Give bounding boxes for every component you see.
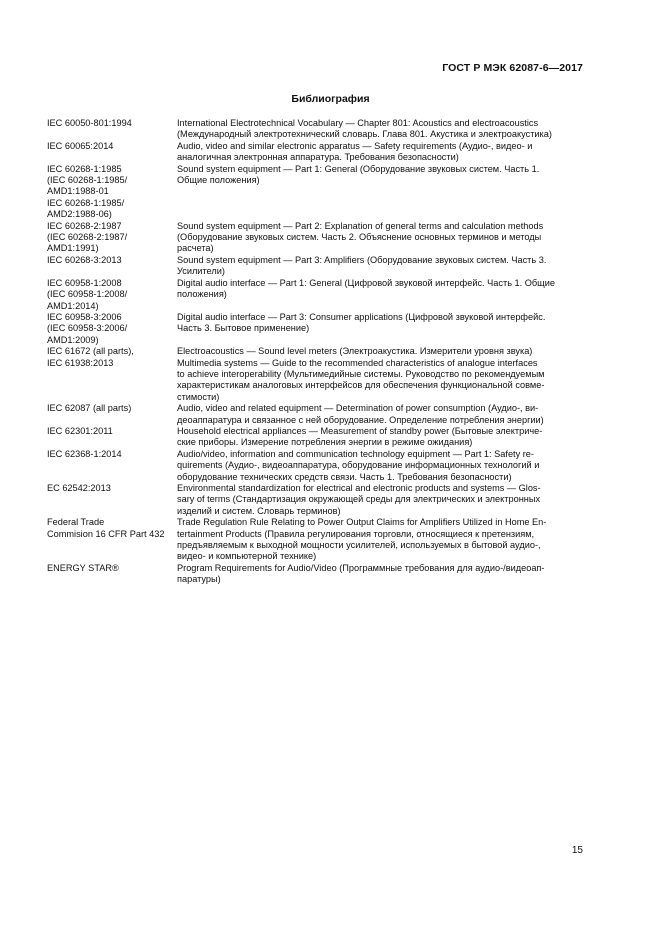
- reference-line: IEC 60065:2014: [47, 140, 114, 151]
- description-line: видео- и компьютерной технике): [177, 551, 317, 562]
- description-line: Digital audio interface — Part 3: Consumer applications (Цифровой звуковой интерфейс.: [177, 311, 546, 322]
- description-line: to achieve interoperability (Мультимедийные системы. Руководство по рекомендуемым: [177, 368, 545, 379]
- entry-reference: [47, 483, 177, 517]
- entry-description: [177, 141, 585, 164]
- description-line: изделий и систем. Словарь терминов): [177, 505, 341, 516]
- description-line: Часть 3. Бытовое применение): [177, 323, 310, 334]
- reference-line: IEC 61938:2013: [47, 357, 114, 368]
- entry-reference: [47, 141, 177, 164]
- description-line: Audio/video, information and communication technology equipment — Part 1: Safety re-: [177, 448, 534, 459]
- entry-reference: [47, 517, 177, 563]
- entry-reference: [47, 403, 177, 426]
- bibliography-entry: [47, 358, 585, 404]
- entry-reference: [47, 426, 177, 449]
- description-line: Общие положения): [177, 175, 260, 186]
- bibliography-entry: [47, 426, 585, 449]
- description-line: деоаппаратура и связанное с ней оборудование. Определение потребления энергии): [177, 414, 544, 425]
- reference-line: IEC 60958-3:2006: [47, 311, 122, 322]
- description-line: ские приборы. Измерение потребления энергии в режиме ожидания): [177, 437, 473, 448]
- description-line: quirements (Аудио-, видеоаппаратура, оборудование информационных технологий и: [177, 460, 540, 471]
- bibliography-entry: [47, 403, 585, 426]
- bibliography-list: [47, 118, 585, 586]
- entry-reference: [47, 278, 177, 312]
- description-line: расчета): [177, 243, 214, 254]
- description-line: Audio, video and similar electronic apparatus — Safety requirements (Аудио-, видео- и: [177, 140, 533, 151]
- entry-description: [177, 426, 585, 449]
- description-line: Усилители): [177, 266, 225, 277]
- description-line: аналогичная электронная аппаратура. Требования безопасности): [177, 152, 459, 163]
- description-line: паратуры): [177, 574, 221, 585]
- entry-description: [177, 449, 585, 483]
- reference-line: (IEC 60268-2:1987/: [47, 232, 128, 243]
- reference-line: ENERGY STAR®: [47, 562, 119, 573]
- reference-line: AMD1:2014): [47, 300, 99, 311]
- description-line: предъявляемым к выходной мощности усилителей, используемых в бытовой аудио-,: [177, 540, 541, 551]
- description-line: Household electrical appliances — Measurement of standby power (Бытовые электриче-: [177, 425, 543, 436]
- description-line: Program Requirements for Audio/Video (Программные требования для аудио-/видеоап-: [177, 562, 545, 573]
- bibliography-entry: [47, 164, 585, 221]
- reference-line: IEC 60268-2:1987: [47, 220, 122, 231]
- bibliography-entry: [47, 118, 585, 141]
- entry-description: [177, 358, 585, 404]
- bibliography-entry: [47, 141, 585, 164]
- reference-line: IEC 60268-3:2013: [47, 254, 122, 265]
- entry-description: [177, 403, 585, 426]
- bibliography-entry: [47, 563, 585, 586]
- reference-line: IEC 60268-1:1985: [47, 163, 122, 174]
- entry-description: [177, 346, 585, 357]
- reference-line: IEC 62301:2011: [47, 425, 113, 436]
- page-number: 15: [571, 845, 583, 856]
- description-line: оборудование технических средств связи. Часть 1. Требования безопасности): [177, 471, 512, 482]
- reference-line: AMD1:1991): [47, 243, 99, 254]
- entry-description: [177, 312, 585, 346]
- entry-description: [177, 563, 585, 586]
- description-line: Digital audio interface — Part 1: General (Цифровой звуковой интерфейс. Часть 1. Общие: [177, 277, 555, 288]
- entry-reference: [47, 164, 177, 221]
- reference-line: AMD1:1988-01: [47, 186, 109, 197]
- entry-reference: [47, 255, 177, 278]
- entry-description: [177, 517, 585, 563]
- description-line: характеристикам аналоговых интерфейсов для обеспечения функциональной совме-: [177, 380, 545, 391]
- entry-description: [177, 221, 585, 255]
- entry-description: [177, 118, 585, 141]
- description-line: (Международный электротехнический словарь. Глава 801. Акустика и электроакустика): [177, 129, 552, 140]
- entry-reference: [47, 563, 177, 586]
- bibliography-entry: [47, 346, 585, 357]
- entry-description: [177, 255, 585, 278]
- bibliography-title: Библиография: [291, 93, 370, 105]
- description-line: tertainment Products (Правила регулирования торговли, относящиеся к претензиям,: [177, 528, 535, 539]
- description-line: Trade Regulation Rule Relating to Power Output Claims for Amplifiers Utilized in Home En-: [177, 517, 547, 528]
- reference-line: IEC 60958-1:2008: [47, 277, 122, 288]
- reference-line: EC 62542:2013: [47, 483, 111, 493]
- description-line: стимости): [177, 391, 220, 402]
- description-line: Sound system equipment — Part 3: Amplifiers (Оборудование звуковых систем. Часть 3.: [177, 254, 547, 265]
- entry-description: [177, 164, 585, 221]
- standard-header: ГОСТ Р МЭК 62087-6—2017: [442, 62, 583, 74]
- reference-line: IEC 62368-1:2014: [47, 448, 122, 459]
- entry-description: [177, 278, 585, 312]
- reference-line: Federal Trade: [47, 517, 105, 528]
- description-line: Electroacoustics — Sound level meters (Электроакустика. Измерители уровня звука): [177, 346, 533, 357]
- entry-reference: [47, 312, 177, 346]
- entry-reference: [47, 449, 177, 483]
- bibliography-entry: [47, 312, 585, 346]
- bibliography-entry: [47, 483, 585, 517]
- entry-reference: [47, 221, 177, 255]
- description-line: (Оборудование звуковых систем. Часть 2. Объяснение основных терминов и методы: [177, 232, 542, 243]
- description-line: Multimedia systems — Guide to the recommended characteristics of analogue interfaces: [177, 357, 538, 368]
- bibliography-entry: [47, 449, 585, 483]
- description-line: Audio, video and related equipment — Determination of power consumption (Аудио-, ви-: [177, 403, 539, 414]
- description-line: Sound system equipment — Part 2: Explanation of general terms and calculation methods: [177, 220, 544, 231]
- reference-line: Commision 16 CFR Part 432: [47, 528, 165, 539]
- description-line: Sound system equipment — Part 1: General (Оборудование звуковых систем. Часть 1.: [177, 163, 540, 174]
- description-line: International Electrotechnical Vocabulary — Chapter 801: Acoustics and electroacoustics: [177, 118, 539, 128]
- reference-line: IEC 60050-801:1994: [47, 118, 132, 128]
- reference-line: (IEC 60958-1:2008/: [47, 289, 128, 300]
- bibliography-entry: [47, 255, 585, 278]
- reference-line: AMD2:1988-06): [47, 209, 112, 220]
- reference-line: IEC 61672 (all parts),: [47, 346, 134, 357]
- bibliography-entry: [47, 278, 585, 312]
- bibliography-entry: [47, 221, 585, 255]
- bibliography-entry: [47, 517, 585, 563]
- entry-reference: [47, 346, 177, 357]
- reference-line: (IEC 60268-1:1985/: [47, 175, 128, 186]
- description-line: sary of terms (Стандартизация окружающей среды для электрических и электронных: [177, 494, 541, 505]
- reference-line: IEC 60268-1:1985/: [47, 197, 125, 208]
- entry-reference: [47, 358, 177, 404]
- description-line: Environmental standardization for electrical and electronic products and systems — Glos-: [177, 483, 541, 493]
- reference-line: AMD1:2009): [47, 334, 99, 345]
- description-line: положения): [177, 289, 227, 300]
- entry-description: [177, 483, 585, 517]
- reference-line: IEC 62087 (all parts): [47, 403, 132, 414]
- reference-line: (IEC 60958-3:2006/: [47, 323, 128, 334]
- entry-reference: [47, 118, 177, 141]
